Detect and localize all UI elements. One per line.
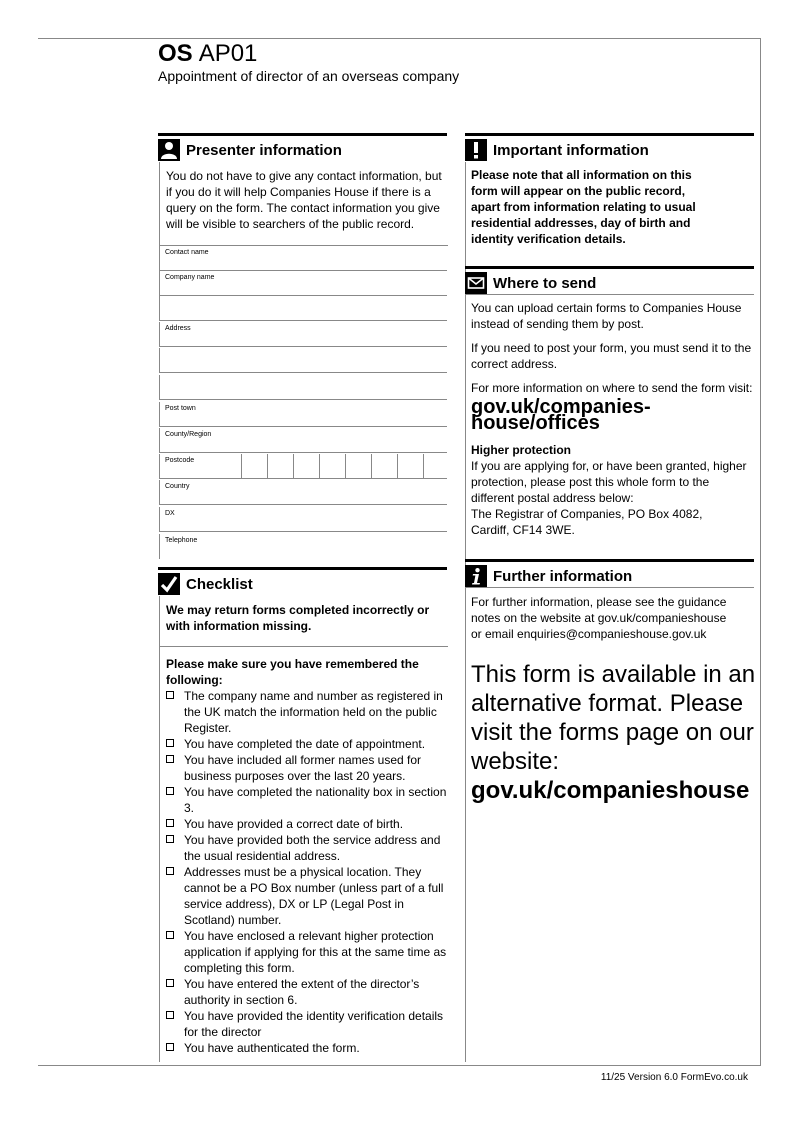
postcode-char-box[interactable] [241,454,263,478]
telephone-label: Telephone [165,537,198,544]
checklist-item[interactable]: You have enclosed a relevant higher protection application if applying for this at the same time as completing this form. [166,928,453,976]
further-info-title: Further information [493,567,633,585]
further-info-line1: For further information, please see the guidance [471,595,727,609]
checkbox-icon[interactable] [166,979,174,987]
checklist-item[interactable]: You have entered the extent of the director’s authority in section 6. [166,976,453,1008]
postcode-char-box[interactable] [293,454,315,478]
checklist-title: Checklist [186,575,253,593]
form-code [158,40,257,68]
dx-field[interactable] [159,507,447,532]
contact-name-label: Contact name [165,249,209,256]
checklist-items [166,688,453,1056]
checkbox-icon[interactable] [166,931,174,939]
checkmark-icon [158,573,180,595]
checklist-item[interactable]: You have provided a correct date of birth. [166,816,453,832]
form-title: Appointment of director of an overseas company [158,68,460,84]
info-icon [465,565,487,587]
form-prefix: OS [158,40,193,67]
country-label: Country [165,483,190,490]
checkbox-icon[interactable] [166,1043,174,1051]
telephone-field[interactable] [159,534,447,559]
country-field[interactable] [159,480,447,505]
checkbox-icon[interactable] [166,755,174,763]
dx-label: DX [165,510,175,517]
presenter-heading [158,133,447,162]
post-note: If you need to post your form, you must send it to the correct address. [471,341,752,371]
offices-link[interactable]: gov.uk/companies-house/offices [471,396,651,434]
important-title: Important information [493,141,649,159]
right-rule [760,38,761,1065]
checklist-item[interactable]: You have provided the identity verification details for the director [166,1008,453,1040]
top-rule [38,38,761,39]
envelope-icon [465,272,487,294]
registrar-address-line2: Cardiff, CF14 3WE. [471,523,575,537]
address-field-2[interactable] [159,348,447,373]
postcode-char-box[interactable] [345,454,367,478]
checklist-warning: We may return forms completed incorrectly or with information missing. [166,603,430,633]
checklist-intro: Please make sure you have remembered the following: [166,657,419,687]
postcode-char-box[interactable] [319,454,341,478]
presenter-title: Presenter information [186,141,342,159]
important-heading [465,133,754,162]
upload-note: You can upload certain forms to Companies House instead of sending them by post. [471,301,742,331]
website-link[interactable]: gov.uk/companieshouse [471,777,750,804]
address-field[interactable] [159,322,447,347]
important-text: Please note that all information on this form will appear on the public record, apart from information relating to usual residential addresses, day of birth and identity verification details. [471,168,696,246]
company-name-field-2[interactable] [159,296,447,321]
checkbox-icon[interactable] [166,787,174,795]
alt-format-text: This form is available in an alternative format. Please visit the forms page on our website: [471,661,756,775]
address-field-3[interactable] [159,375,447,400]
checklist-item[interactable]: Addresses must be a physical location. They cannot be a PO Box number (unless part of a full service address), DX or LP (Legal Post in Scotland) number. [166,864,453,928]
higher-protection-text: If you are applying for, or have been granted, higher protection, please post this whole form to the different postal address below: [471,459,747,505]
county-label: County/Region [165,431,212,438]
post-town-label: Post town [165,405,196,412]
where-to-send-heading [465,266,754,295]
where-to-send-rule [465,294,754,295]
bottom-rule [38,1065,761,1066]
checklist-item[interactable]: You have provided both the service address and the usual residential address. [166,832,453,864]
contact-name-field[interactable] [159,246,447,271]
checkbox-icon[interactable] [166,1011,174,1019]
presenter-intro-box [159,162,448,246]
checkbox-icon[interactable] [166,739,174,747]
postcode-char-box[interactable] [267,454,289,478]
further-info-line2: notes on the website at gov.uk/companieshouse [471,611,727,625]
alt-format-notice [471,660,757,805]
postcode-label: Postcode [165,457,195,464]
post-town-field[interactable] [159,402,447,427]
checklist-item[interactable]: You have completed the nationality box in section 3. [166,784,453,816]
company-name-field[interactable] [159,271,447,296]
exclamation-icon [465,139,487,161]
checklist-heading [158,567,447,596]
postcode-field[interactable] [159,454,447,479]
checkbox-icon[interactable] [166,835,174,843]
registrar-address-line1: The Registrar of Companies, PO Box 4082, [471,507,703,521]
checkbox-icon[interactable] [166,691,174,699]
presenter-intro: You do not have to give any contact information, but if you do it will help Companies House if there is a query on the form. The contact information you give will be visible to searchers of the public record. [166,169,442,231]
postcode-char-box[interactable] [423,454,445,478]
further-info-body [471,594,753,642]
further-info-rule [465,587,754,588]
checklist-items-box [159,647,459,1062]
form-number: AP01 [198,40,258,67]
postcode-char-box[interactable] [371,454,393,478]
checkbox-icon[interactable] [166,819,174,827]
higher-protection-heading: Higher protection [471,443,572,457]
checklist-item[interactable]: You have included all former names used for business purposes over the last 20 years. [166,752,453,784]
checklist-item[interactable]: The company name and number as registered in the UK match the information held on the public Register. [166,688,453,736]
version-footer: 11/25 Version 6.0 FormEvo.co.uk [600,1072,748,1083]
address-label: Address [165,325,191,332]
column-divider [465,162,466,1062]
further-info-line3: or email enquiries@companieshouse.gov.uk [471,627,707,641]
checklist-warning-box [159,596,448,647]
person-icon [158,139,180,161]
checkbox-icon[interactable] [166,867,174,875]
checklist-item[interactable]: You have completed the date of appointment. [166,736,453,752]
where-to-send-title: Where to send [493,274,597,292]
company-name-label: Company name [165,274,215,281]
checklist-item[interactable]: You have authenticated the form. [166,1040,453,1056]
county-field[interactable] [159,428,447,453]
more-info-note: For more information on where to send the form visit: [471,381,753,395]
postcode-char-box[interactable] [397,454,419,478]
where-to-send-body [471,300,753,538]
further-info-heading [465,559,754,588]
